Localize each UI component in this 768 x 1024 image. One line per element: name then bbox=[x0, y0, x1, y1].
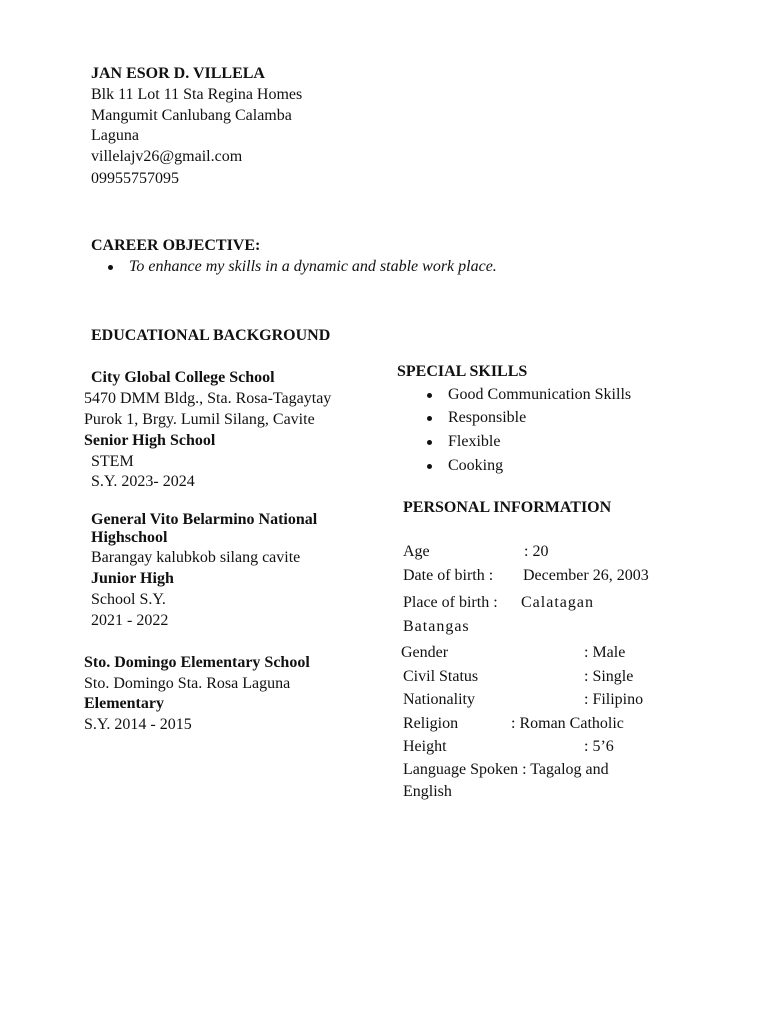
school-level: Elementary bbox=[84, 695, 164, 712]
school-year: S.Y. 2014 - 2015 bbox=[84, 716, 192, 733]
religion-label: Religion bbox=[403, 715, 459, 732]
civil-status-value: : Single bbox=[584, 668, 634, 685]
applicant-name: JAN ESOR D. VILLELA bbox=[91, 65, 265, 82]
pob-label: Place of birth : bbox=[403, 594, 498, 611]
school-name: General Vito Belarmino National bbox=[91, 511, 318, 528]
address-line-3: Laguna bbox=[91, 127, 139, 144]
skill-item: Flexible bbox=[448, 433, 501, 450]
bullet-icon bbox=[427, 416, 432, 421]
pob-value-continued: Batangas bbox=[403, 618, 470, 635]
bullet-icon bbox=[427, 440, 432, 445]
school-year: School S.Y. bbox=[91, 591, 166, 608]
skill-item: Cooking bbox=[448, 457, 504, 474]
height-label: Height bbox=[403, 738, 447, 755]
gender-value: : Male bbox=[584, 644, 626, 661]
school-name: Highschool bbox=[91, 529, 168, 546]
education-heading: EDUCATIONAL BACKGROUND bbox=[91, 327, 331, 344]
school-level: Senior High School bbox=[84, 432, 216, 449]
pob-value: Calatagan bbox=[521, 594, 594, 611]
bullet-icon bbox=[108, 265, 113, 270]
email-text: villelajv26@gmail.com bbox=[91, 148, 243, 165]
age-value: : 20 bbox=[524, 543, 549, 560]
address-line-2: Mangumit Canlubang Calamba bbox=[91, 107, 292, 124]
school-address: Barangay kalubkob silang cavite bbox=[91, 549, 301, 566]
nationality-label: Nationality bbox=[403, 691, 475, 708]
school-year: 2021 - 2022 bbox=[91, 612, 169, 629]
religion-value: : Roman Catholic bbox=[511, 715, 624, 732]
school-year: S.Y. 2023- 2024 bbox=[91, 473, 195, 490]
school-address: Sto. Domingo Sta. Rosa Laguna bbox=[84, 675, 291, 692]
bullet-icon bbox=[427, 393, 432, 398]
phone-text: 09955757095 bbox=[91, 170, 179, 187]
school-name: Sto. Domingo Elementary School bbox=[84, 654, 310, 671]
skill-item: Good Communication Skills bbox=[448, 386, 632, 403]
school-address: Purok 1, Brgy. Lumil Silang, Cavite bbox=[84, 411, 315, 428]
age-label: Age bbox=[403, 543, 430, 560]
school-track: STEM bbox=[91, 453, 134, 470]
dob-value: December 26, 2003 bbox=[523, 567, 649, 584]
dob-label: Date of birth : bbox=[403, 567, 494, 584]
objective-text: To enhance my skills in a dynamic and stable work place. bbox=[129, 258, 497, 275]
bullet-icon bbox=[427, 464, 432, 469]
personal-heading: PERSONAL INFORMATION bbox=[403, 499, 612, 516]
address-line-1: Blk 11 Lot 11 Sta Regina Homes bbox=[91, 86, 303, 103]
height-value: : 5’6 bbox=[584, 738, 614, 755]
nationality-value: : Filipino bbox=[584, 691, 644, 708]
school-level: Junior High bbox=[91, 570, 174, 587]
skills-heading: SPECIAL SKILLS bbox=[397, 363, 528, 380]
objective-heading: CAREER OBJECTIVE: bbox=[91, 237, 261, 254]
gender-label: Gender bbox=[401, 644, 449, 661]
language-label: Language Spoken : Tagalog and bbox=[403, 761, 609, 778]
school-address: 5470 DMM Bldg., Sta. Rosa-Tagaytay bbox=[84, 390, 332, 407]
school-name: City Global College School bbox=[91, 369, 275, 386]
skill-item: Responsible bbox=[448, 409, 527, 426]
civil-status-label: Civil Status bbox=[403, 668, 479, 685]
language-value-continued: English bbox=[403, 783, 452, 800]
